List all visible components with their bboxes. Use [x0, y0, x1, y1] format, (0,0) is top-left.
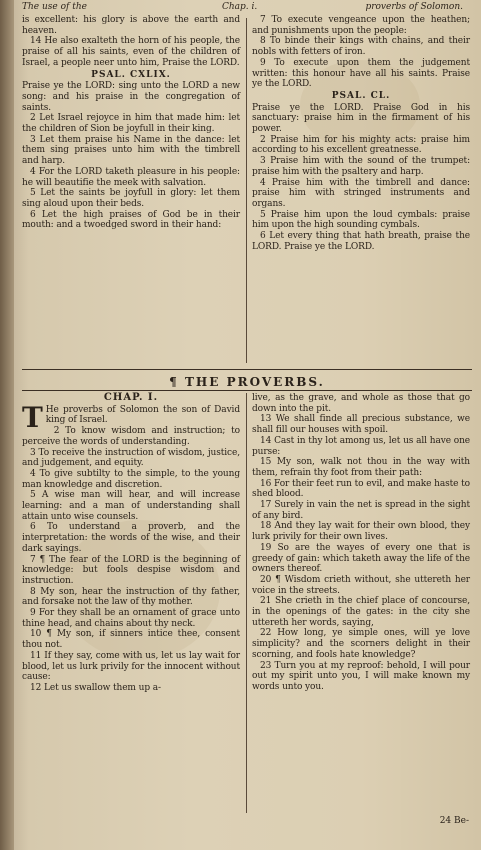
psalms-left-column — [22, 15, 240, 231]
page-gutter — [0, 0, 14, 850]
verse: 14 He also exalteth the horn of his people, the praise of all his saints, even of the children of Israel, a people neer unto him, Praise the LORD. — [22, 36, 240, 68]
verse: 7 To execute vengeance upon the heathen; and punishments upon the people: — [252, 15, 470, 36]
proverbs-left-column — [22, 393, 240, 694]
verse: 13 We shall finde all precious substance, we shall fill our houses with spoil. — [252, 414, 470, 436]
verse: Praise ye the LORD. Praise God in his sanctuary: praise him in the firmament of his power. — [252, 102, 470, 135]
verse: Praise ye the LORD: sing unto the LORD a new song: and his praise in the congregation of saints. — [22, 81, 240, 113]
verse-text: He proverbs of Solomon the son of David king of Israel. — [45, 404, 240, 426]
verse: 16 For their feet run to evil, and make haste to shed blood. — [252, 478, 470, 500]
verse: 3 Let them praise his Name in the dance: let them sing praises unto him with the timbrell and harp. — [22, 134, 240, 167]
verse: 10 ¶ My son, if sinners intice thee, consent thou not. — [22, 629, 240, 651]
verse: 6 To understand a proverb, and the interpretation: the words of the wise, and their dark sayings. — [22, 522, 240, 554]
verse: 4 To give subtilty to the simple, to the young man knowledge and discretion. — [22, 468, 240, 490]
verse: 5 A wise man will hear, and will increase learning: and a man of understanding shall attain unto wise counsels. — [22, 490, 240, 522]
verse: 9 To execute upon them the judgement written: this honour have all his saints. Praise ye the LORD. — [252, 57, 470, 90]
verse: 11 If they say, come with us, let us lay wait for blood, let us lurk privily for the innocent without cause: — [22, 650, 240, 683]
verse: 4 Praise him with the timbrell and dance: praise him with stringed instruments and organs. — [252, 177, 470, 209]
chapter-heading: CHAP. I. — [103, 392, 159, 403]
verse: 22 How long, ye simple ones, will ye love simplicity? and the scorners delight in their scorning, and fools hate knowledge? — [252, 628, 470, 660]
verse: 19 So are the wayes of every one that is greedy of gain: which taketh away the life of the owners thereof. — [252, 542, 470, 575]
verse: 23 Turn you at my reproof: behold, I will pour out my spirit unto you, I will make known my words unto you. — [252, 660, 470, 692]
verse: 4 For the LORD taketh pleasure in his people: he will beautifie the meek with salvation. — [22, 166, 240, 188]
verse: 14 Cast in thy lot among us, let us all have one purse: — [252, 435, 470, 457]
psalm-heading: PSAL. CL. — [331, 90, 391, 101]
proverbs-right-column — [252, 393, 470, 693]
verse: 18 And they lay wait for their own blood, they lurk privily for their own lives. — [252, 521, 470, 543]
verse: 8 To binde their kings with chains, and their nobls with fetters of iron. — [252, 36, 470, 58]
verse — [22, 400, 240, 434]
section-rule — [22, 390, 472, 391]
verse: 9 For they shall be an ornament of grace unto thine head, and chains about thy neck. — [22, 608, 240, 629]
running-head-right: proverbs of Solomon. — [365, 2, 463, 12]
verse: is excellent: his glory is above the earth and heaven. — [22, 15, 240, 36]
verse: 3 To receive the instruction of wisdom, justice, and judgement, and equity. — [22, 447, 240, 469]
psalms-right-column — [252, 15, 470, 252]
verse: 6 Let every thing that hath breath, praise the LORD. Praise ye the LORD. — [252, 231, 470, 252]
column-divider — [246, 393, 247, 813]
verse: 6 Let the high praises of God be in their mouth: and a twoedged sword in their hand: — [22, 209, 240, 231]
book-title: ¶ THE PROVERBS. — [169, 375, 325, 389]
verse: 20 ¶ Wisdom crieth without, she uttereth her voice in the streets. — [252, 574, 470, 596]
verse: 15 My son, walk not thou in the way with them, refrain thy foot from their path: — [252, 457, 470, 478]
verse: 17 Surely in vain the net is spread in the sight of any bird. — [252, 500, 470, 521]
verse: 7 ¶ The fear of the LORD is the beginning of knowledge: but fools despise wisdom and instruction. — [22, 554, 240, 586]
running-head — [22, 2, 469, 16]
verse: 12 Let us swallow them up a- — [30, 682, 161, 693]
section-rule — [22, 369, 472, 370]
verse: 2 Praise him for his mighty acts: praise him according to his excellent greatnesse. — [252, 134, 470, 156]
verse: 5 Praise him upon the loud cymbals: praise him upon the high sounding cymbals. — [252, 209, 470, 231]
verse: 3 Praise him with the sound of the trumpet: praise him with the psaltery and harp. — [252, 156, 470, 177]
running-head-left: The use of the — [22, 2, 87, 12]
running-head-center: Chap. i. — [222, 2, 258, 12]
column-divider — [246, 18, 247, 363]
drop-cap: T — [22, 400, 43, 434]
psalm-heading: PSAL. CXLIX. — [91, 69, 171, 80]
verse: 2 To know wisdom and instruction; to perceive the words of understanding. — [22, 426, 240, 447]
verse: live, as the grave, and whole as those that go down into the pit. — [252, 393, 470, 414]
verse: 2 Let Israel rejoyce in him that made him: let the children of Sion be joyfull in their king. — [22, 113, 240, 135]
verse: 8 My son, hear the instruction of thy father, and forsake not the law of thy mother. — [22, 586, 240, 608]
catchword: 24 Be- — [439, 816, 469, 826]
verse: 21 She crieth in the chief place of concourse, in the openings of the gates: in the city she uttereth her words, saying, — [252, 596, 470, 628]
verse: 5 Let the saints be joyfull in glory: let them sing aloud upon their beds. — [22, 188, 240, 209]
